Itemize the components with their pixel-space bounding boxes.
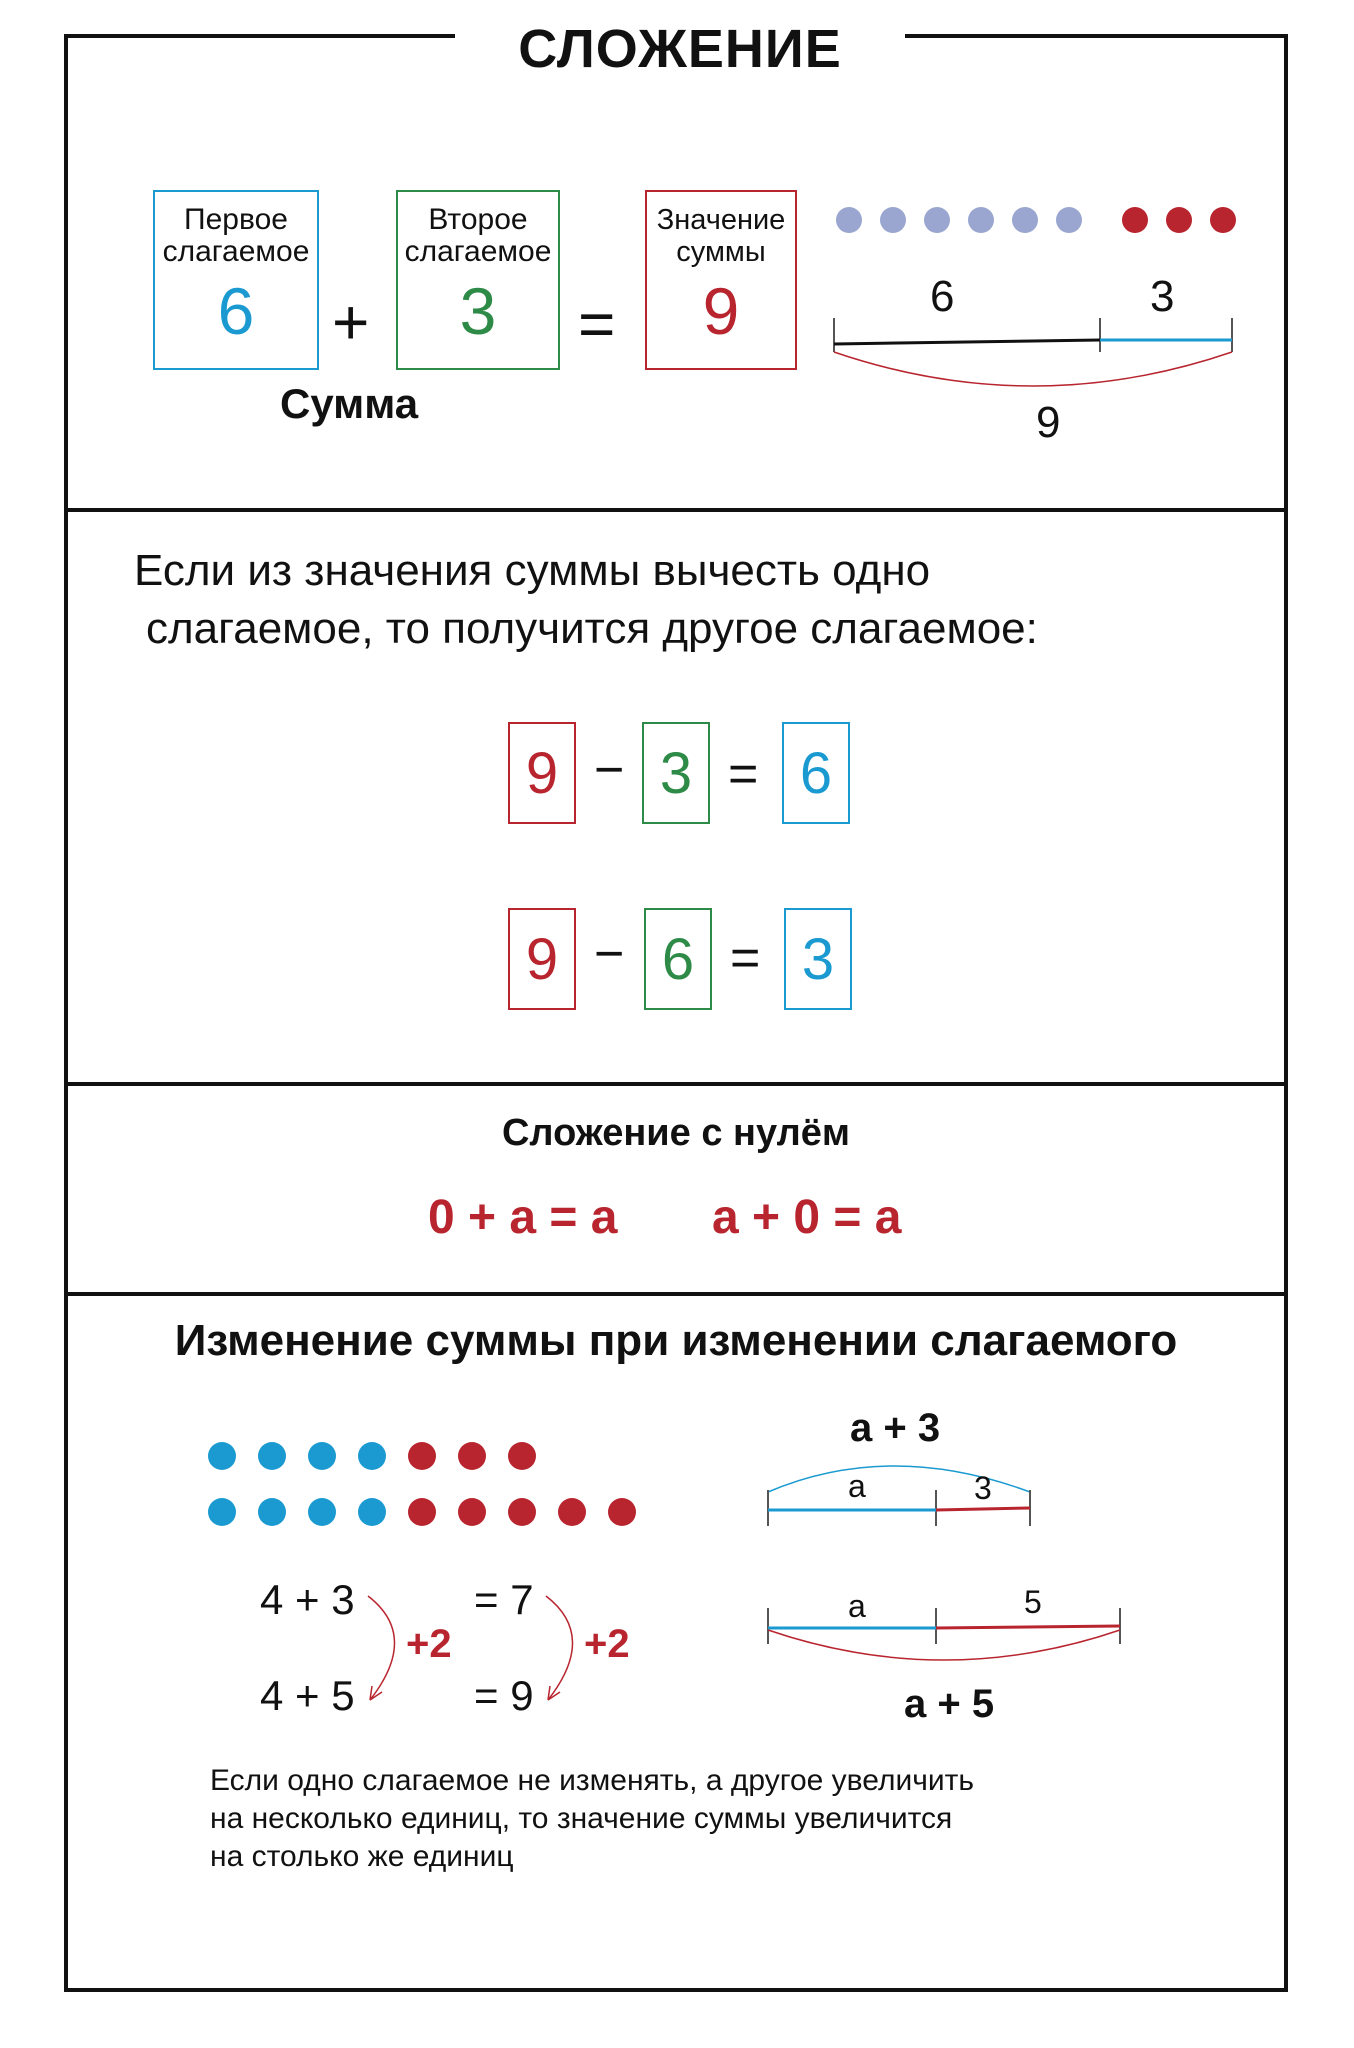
eq1-result: 6 bbox=[782, 722, 850, 824]
segment-total-label: 9 bbox=[1036, 398, 1061, 447]
first-addend-box bbox=[153, 190, 319, 370]
gray-dot bbox=[924, 207, 950, 233]
plus-sign: + bbox=[332, 286, 370, 358]
seg2-arc bbox=[768, 1630, 1120, 1660]
page-title: СЛОЖЕНИЕ bbox=[518, 19, 842, 79]
segment-a-plus-3 bbox=[760, 1450, 1040, 1530]
delta-right: +2 bbox=[584, 1622, 630, 1666]
second-addend-label bbox=[398, 204, 558, 268]
eq1-addend: 3 bbox=[642, 722, 710, 824]
blue-dot bbox=[208, 1442, 236, 1470]
blue-dot bbox=[208, 1498, 236, 1526]
expression-1: 4 + 3 bbox=[260, 1576, 355, 1623]
gray-dot bbox=[880, 207, 906, 233]
second-addend-label-line2: слагаемое bbox=[404, 235, 552, 268]
second-addend-label-line1: Второе bbox=[428, 203, 528, 236]
first-addend-label bbox=[155, 204, 317, 268]
red-dot bbox=[1122, 207, 1148, 233]
blue-dot bbox=[258, 1442, 286, 1470]
gray-dot bbox=[836, 207, 862, 233]
eq1-equals: = bbox=[728, 745, 759, 803]
divider-1 bbox=[64, 508, 1288, 512]
segment-left bbox=[834, 340, 1100, 344]
sum-caption: Сумма bbox=[280, 380, 419, 427]
first-addend-value: 6 bbox=[217, 274, 255, 348]
seg1-part-b bbox=[936, 1508, 1030, 1510]
seg2-b-label: 5 bbox=[1024, 1584, 1042, 1620]
red-dot bbox=[558, 1498, 586, 1526]
eq2-result: 3 bbox=[784, 908, 852, 1010]
red-dot bbox=[408, 1442, 436, 1470]
segment-a-plus-5-label: a + 5 bbox=[904, 1682, 995, 1726]
red-dot bbox=[1210, 207, 1236, 233]
sum-box bbox=[645, 190, 797, 370]
eq2-sum: 9 bbox=[508, 908, 576, 1010]
sum-label-line2: суммы bbox=[676, 236, 766, 268]
zero-formula-left: 0 + a = a bbox=[428, 1191, 618, 1244]
blue-dot bbox=[258, 1498, 286, 1526]
sum-label-line1: Значение bbox=[656, 204, 786, 236]
segment-diagram-top bbox=[820, 300, 1240, 410]
red-dot bbox=[408, 1498, 436, 1526]
seg2-part-b bbox=[936, 1626, 1120, 1628]
subtraction-rule-line2: слагаемое, то получится другое слагаемое: bbox=[146, 604, 1038, 653]
seg1-a-label: a bbox=[848, 1468, 866, 1504]
arrow-right bbox=[546, 1596, 573, 1700]
segment-total-arc bbox=[834, 352, 1232, 386]
segment-a-plus-3-label: a + 3 bbox=[850, 1406, 941, 1450]
first-addend-label-line2: слагаемое bbox=[162, 235, 310, 268]
zero-addition-title: Сложение с нулём bbox=[501, 1112, 851, 1154]
segment-left-label: 6 bbox=[930, 272, 955, 321]
change-addend-title: Изменение суммы при изменении слагаемого bbox=[174, 1316, 1178, 1365]
gray-dot bbox=[968, 207, 994, 233]
increase-arrows bbox=[360, 1586, 580, 1716]
blue-dot bbox=[308, 1442, 336, 1470]
red-dot bbox=[508, 1442, 536, 1470]
result-1: = 7 bbox=[474, 1576, 534, 1623]
red-dot bbox=[608, 1498, 636, 1526]
expression-2: 4 + 5 bbox=[260, 1672, 355, 1719]
divider-3 bbox=[64, 1292, 1288, 1296]
blue-dot bbox=[358, 1498, 386, 1526]
seg1-b-label: 3 bbox=[974, 1470, 992, 1506]
arrow-left bbox=[368, 1596, 395, 1700]
red-dot bbox=[458, 1498, 486, 1526]
sum-value: 9 bbox=[702, 274, 740, 348]
segment-a-plus-5 bbox=[760, 1594, 1130, 1694]
increase-rule-line1: Если одно слагаемое не изменять, а другое увеличить bbox=[210, 1764, 974, 1797]
first-addend-label-line1: Первое bbox=[184, 203, 288, 236]
subtraction-rule-line1: Если из значения суммы вычесть одно bbox=[134, 546, 931, 595]
gray-dot bbox=[1012, 207, 1038, 233]
red-dot bbox=[1166, 207, 1192, 233]
second-addend-value: 3 bbox=[459, 274, 497, 348]
eq1-sum: 9 bbox=[508, 722, 576, 824]
result-2: = 9 bbox=[474, 1672, 534, 1719]
increase-rule bbox=[210, 1762, 1110, 1876]
sum-label bbox=[647, 204, 795, 268]
eq1-minus: − bbox=[594, 741, 625, 799]
divider-2 bbox=[64, 1082, 1288, 1086]
blue-dot bbox=[358, 1442, 386, 1470]
seg2-a-label: a bbox=[848, 1588, 866, 1624]
blue-dot bbox=[308, 1498, 336, 1526]
red-dot bbox=[508, 1498, 536, 1526]
increase-rule-line2: на несколько единиц, то значение суммы увеличится bbox=[210, 1802, 953, 1835]
eq2-equals: = bbox=[730, 929, 761, 987]
eq2-addend: 6 bbox=[644, 908, 712, 1010]
second-addend-box bbox=[396, 190, 560, 370]
zero-formula-right: a + 0 = a bbox=[712, 1191, 902, 1244]
increase-rule-line3: на столько же единиц bbox=[210, 1840, 514, 1873]
red-dot bbox=[458, 1442, 486, 1470]
gray-dot bbox=[1056, 207, 1082, 233]
delta-left: +2 bbox=[406, 1622, 452, 1666]
eq2-minus: − bbox=[594, 925, 625, 983]
equals-sign: = bbox=[578, 288, 616, 360]
segment-right-label: 3 bbox=[1150, 272, 1175, 321]
